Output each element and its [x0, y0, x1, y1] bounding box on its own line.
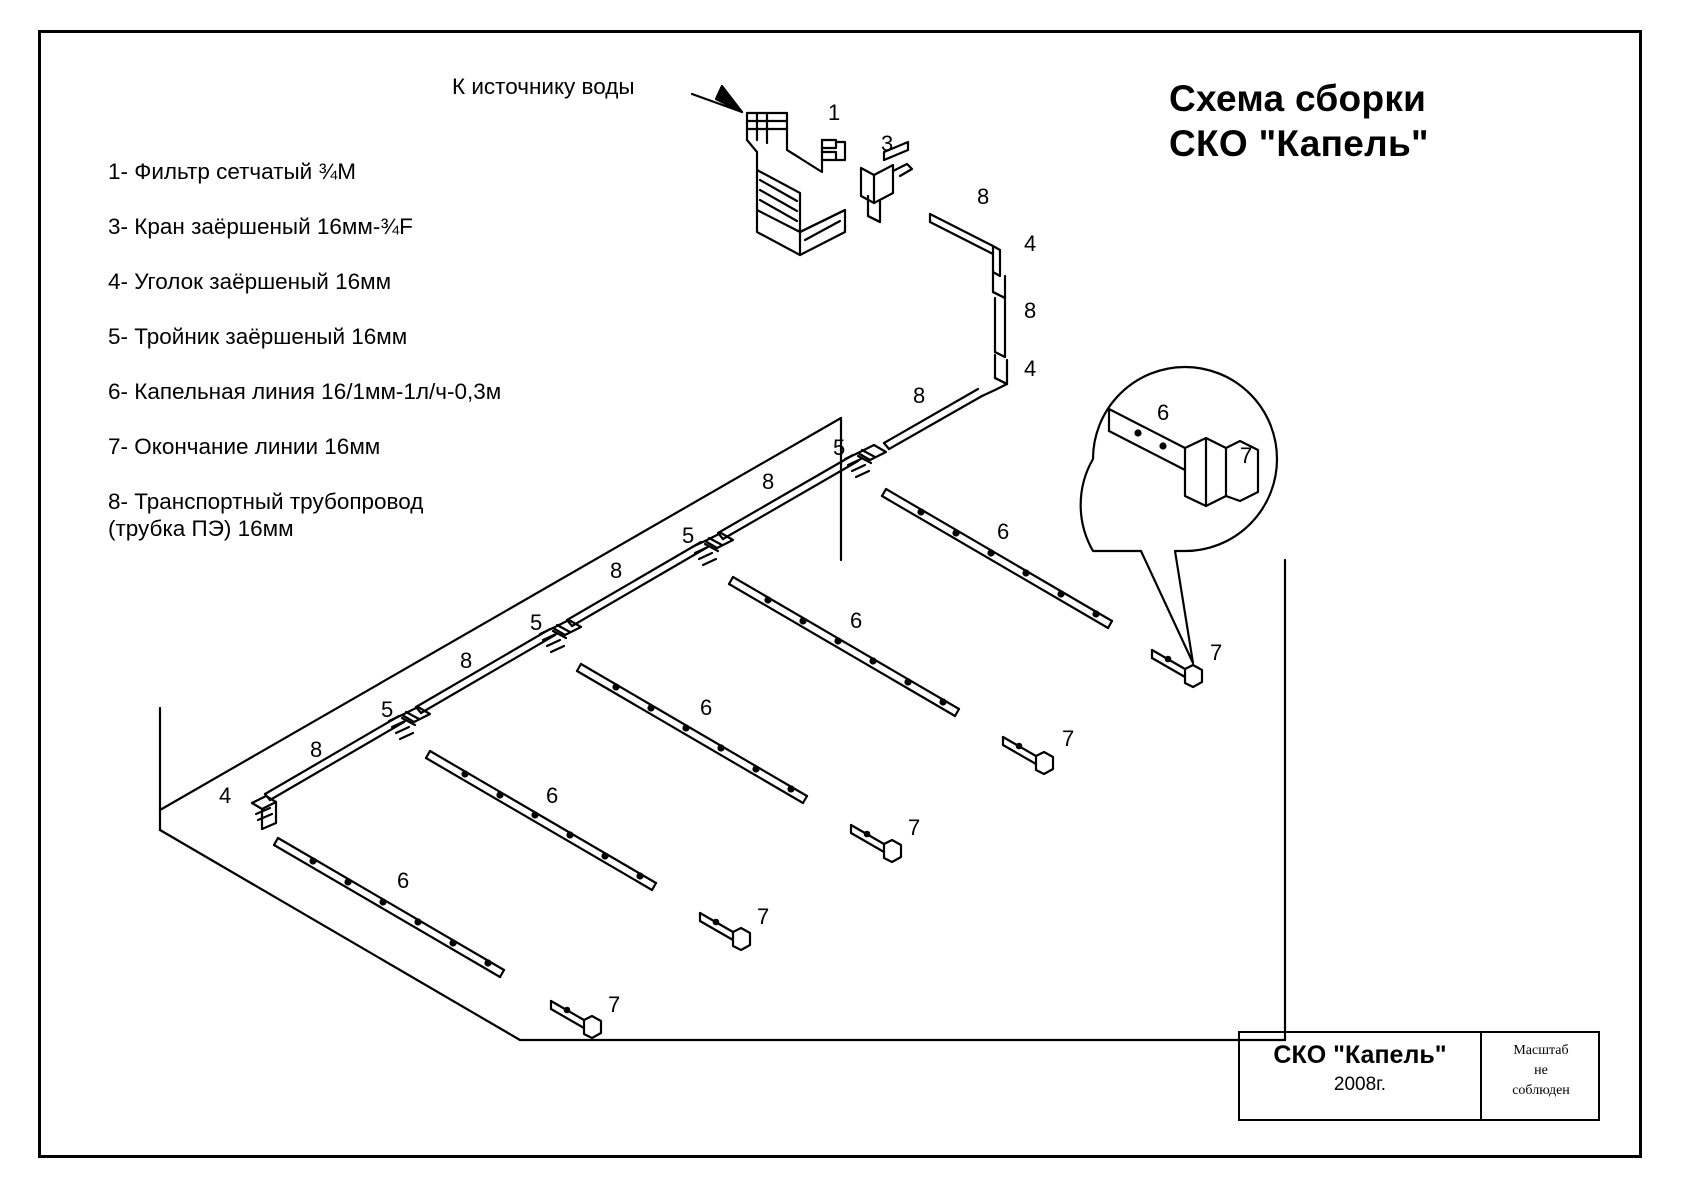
callout-8-g: 8 — [310, 737, 323, 762]
legend-item-7: 7- Окончание линии 16мм — [108, 434, 381, 459]
callout-6-d: 6 — [546, 783, 559, 808]
callout-7-c: 7 — [908, 815, 921, 840]
callout-6-detail: 6 — [1157, 400, 1170, 425]
callout-6-b: 6 — [850, 608, 863, 633]
transport-pipe-vertical-8 — [995, 298, 1005, 357]
callout-7-a: 7 — [1210, 640, 1223, 665]
callout-4-b: 4 — [1024, 356, 1037, 381]
stamp-product-name: СКО "Капель" — [1273, 1041, 1447, 1069]
callout-7-detail: 7 — [1240, 443, 1253, 468]
legend-item-6: 6- Капельная линия 16/1мм-1л/ч-0,3м — [108, 379, 502, 404]
line-end-7-2 — [1003, 737, 1053, 774]
legend-item-8-cont: (трубка ПЭ) 16мм — [108, 516, 294, 541]
drip-line-6-5 — [274, 838, 504, 977]
tee-5-a — [845, 445, 886, 477]
line-end-7-3 — [851, 825, 901, 862]
line-end-7-4 — [700, 913, 750, 950]
elbow-4-field — [252, 796, 276, 829]
drip-line-6-1 — [882, 489, 1112, 628]
line-end-7-1 — [1152, 650, 1202, 687]
title-line-1: Схема сборки — [1169, 78, 1427, 119]
parts-legend — [108, 158, 748, 570]
title-stamp-block — [1238, 1031, 1600, 1121]
mesh-filter-1 — [747, 113, 845, 255]
legend-item-1: 1- Фильтр сетчатый ¾М — [108, 159, 356, 184]
line-end-7-5 — [551, 1001, 601, 1038]
callout-8-f: 8 — [460, 648, 473, 673]
callout-8-a: 8 — [977, 184, 990, 209]
callout-7-e: 7 — [608, 992, 621, 1017]
callout-7-b: 7 — [1062, 726, 1075, 751]
drip-line-6-2 — [729, 577, 959, 716]
callout-5-a: 5 — [833, 435, 846, 460]
callout-1: 1 — [828, 100, 841, 125]
detail-magnifier — [1081, 367, 1277, 663]
callout-8-b: 8 — [1024, 298, 1037, 323]
drawing-title — [1169, 76, 1639, 166]
stamp-scale-line-1: Масштаб — [1513, 1043, 1569, 1058]
callout-6-a: 6 — [997, 519, 1010, 544]
callout-5-d: 5 — [381, 697, 394, 722]
callout-8-e: 8 — [610, 558, 623, 583]
legend-item-8: 8- Транспортный трубопровод — [108, 489, 424, 514]
callout-5-c: 5 — [530, 610, 543, 635]
water-source-arrow — [692, 86, 742, 112]
callout-4-c: 4 — [219, 783, 232, 808]
callout-6-e: 6 — [397, 868, 410, 893]
callout-3: 3 — [881, 131, 894, 156]
callout-5-b: 5 — [682, 523, 695, 548]
callout-8-c: 8 — [913, 383, 926, 408]
drip-line-6-3 — [577, 664, 807, 803]
title-line-2: СКО "Капель" — [1169, 123, 1429, 165]
drip-line-6-4 — [426, 751, 656, 890]
stamp-scale — [1482, 1033, 1600, 1119]
transport-pipe-upper-8 — [930, 214, 1000, 276]
callout-8-d: 8 — [762, 469, 775, 494]
stamp-scale-line-2: не — [1534, 1062, 1548, 1078]
stamp-year: 2008г. — [1333, 1074, 1387, 1095]
elbow-4-lower — [982, 355, 1007, 396]
callout-7-d: 7 — [757, 904, 770, 929]
legend-item-4: 4- Уголок заёршеный 16мм — [108, 269, 392, 294]
legend-item-5: 5- Тройник заёршеный 16мм — [108, 324, 408, 349]
legend-item-3: 3- Кран заёршеный 16мм-¾F — [108, 214, 413, 239]
callout-4-a: 4 — [1024, 231, 1037, 256]
stamp-identity — [1240, 1033, 1482, 1119]
water-source-label: К источнику воды — [452, 74, 635, 99]
stamp-scale-line-3: соблюден — [1512, 1082, 1570, 1098]
callout-6-c: 6 — [700, 695, 713, 720]
